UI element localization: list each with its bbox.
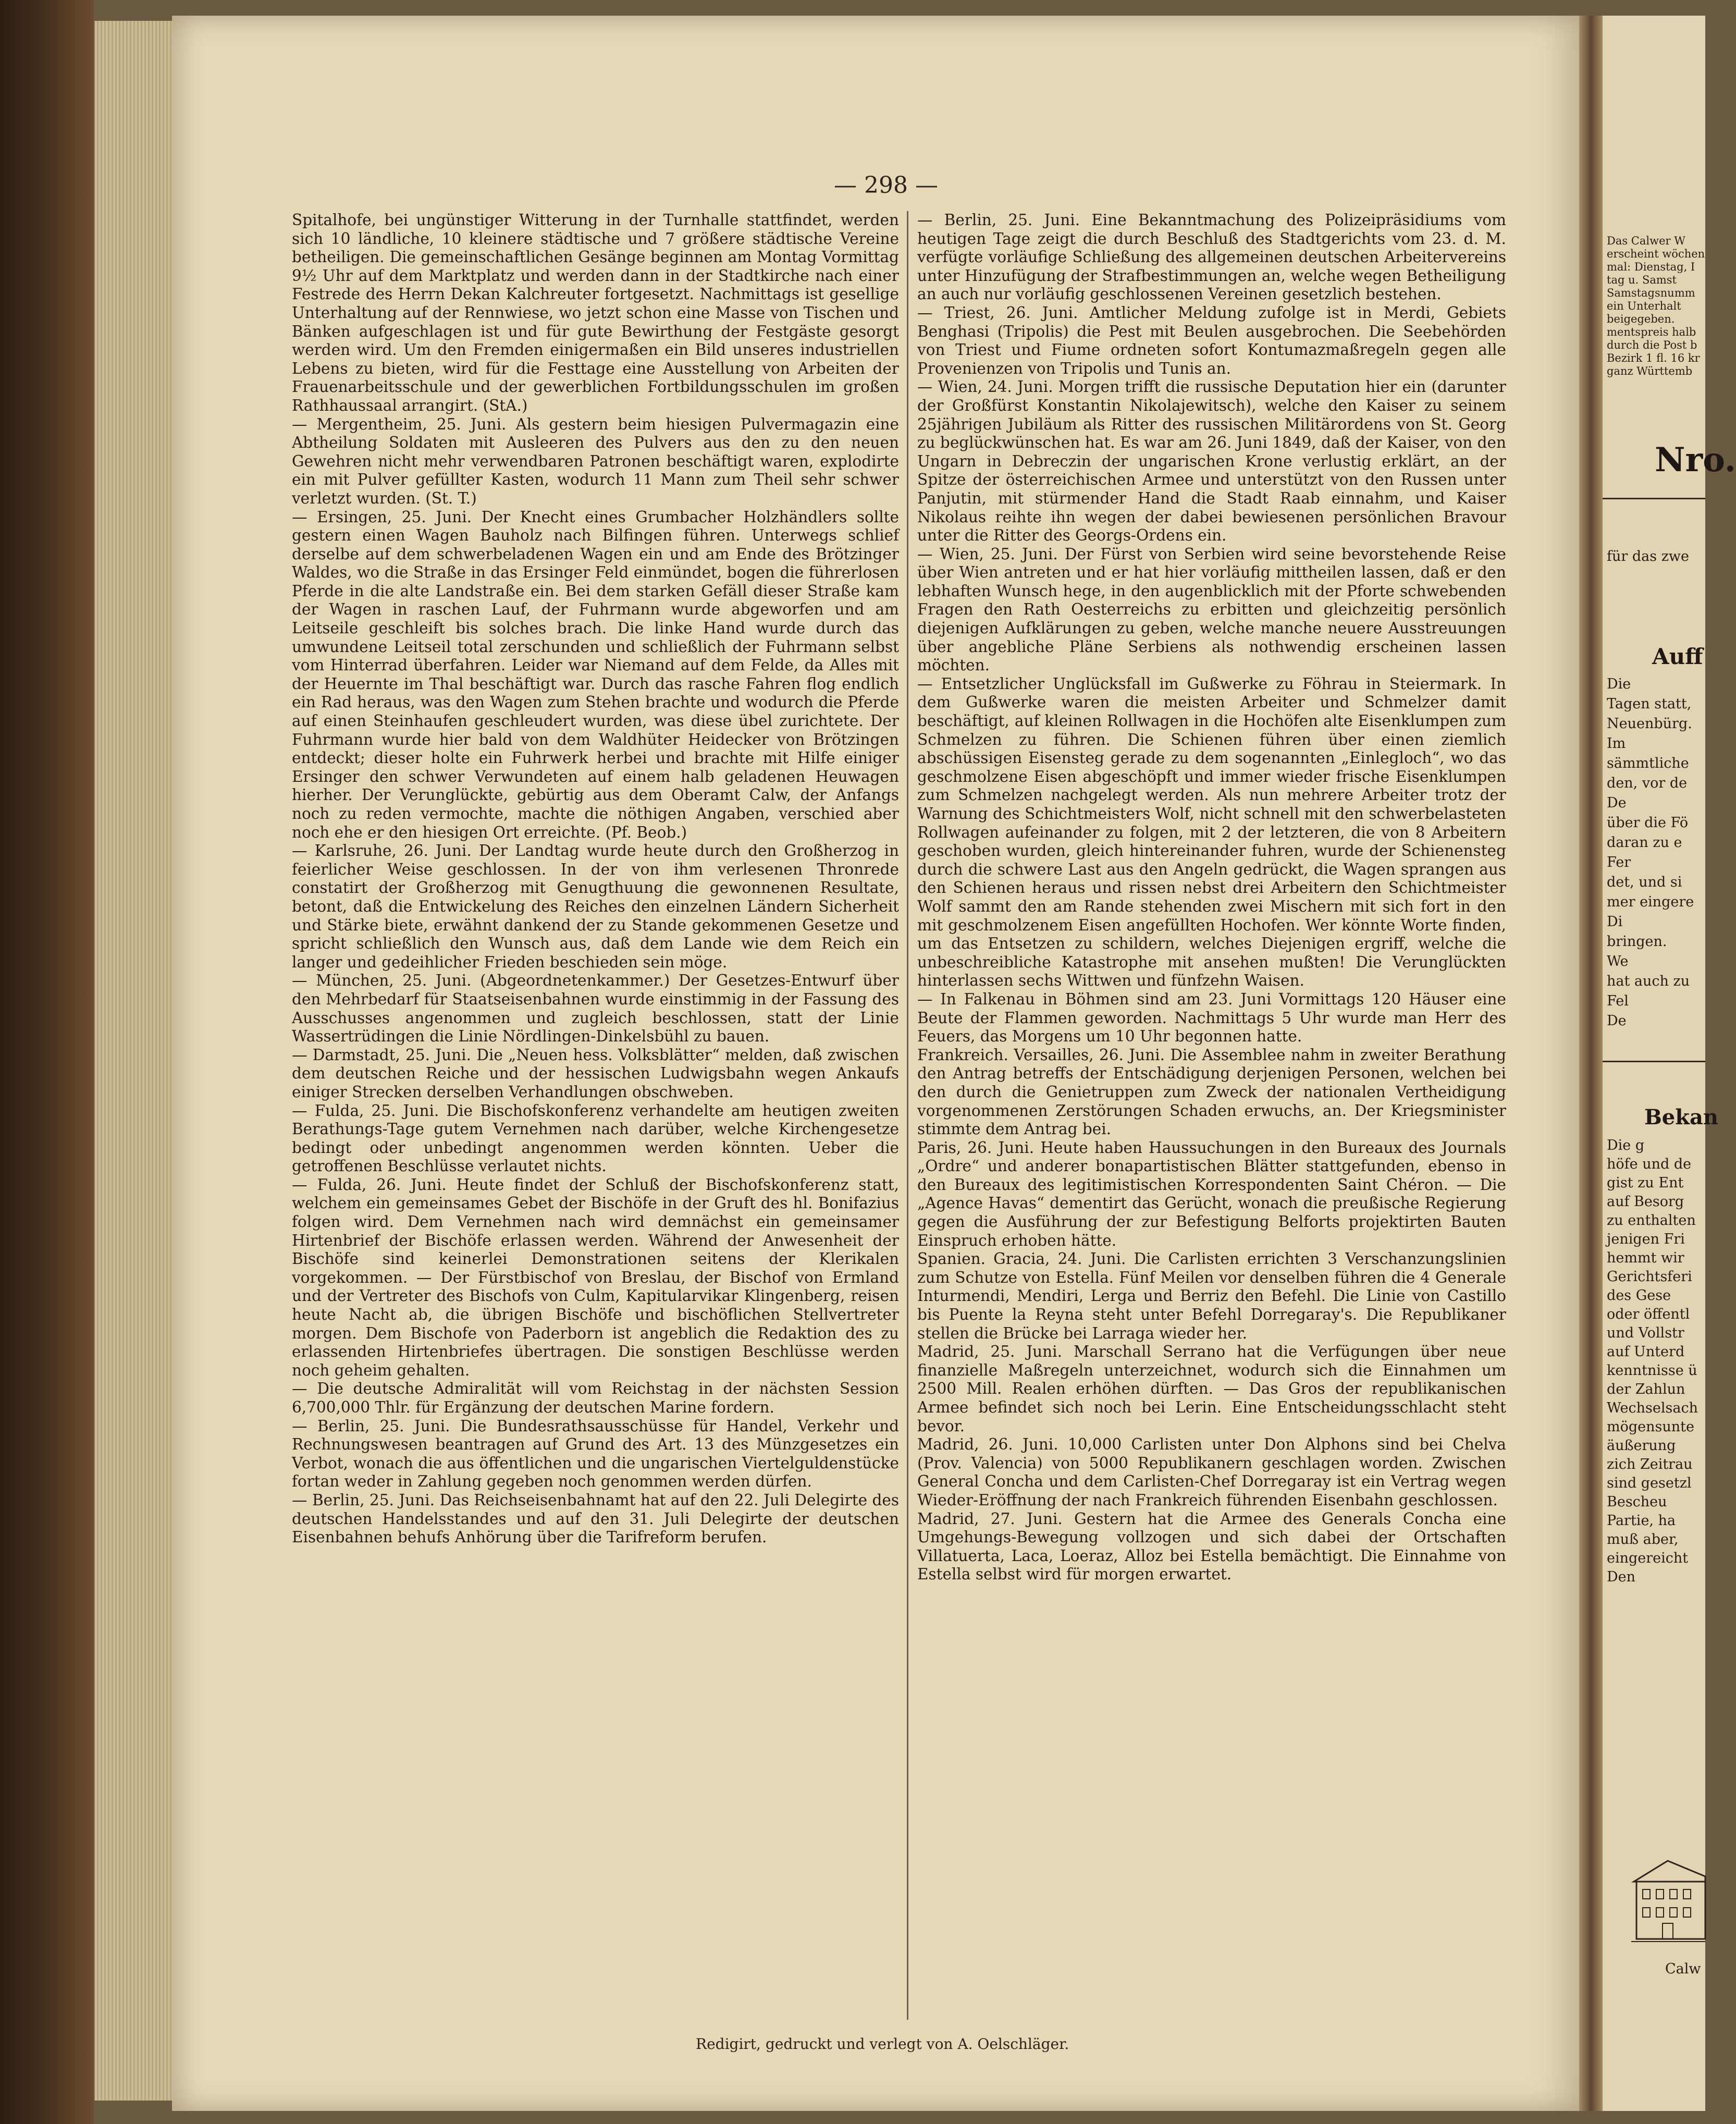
facing-page-line: zich Zeitrau <box>1607 1456 1693 1472</box>
facing-page-line: Gerichtsferi <box>1607 1269 1692 1285</box>
article-paragraph: — Ersingen, 25. Juni. Der Knecht eines Grumbacher Holzhändlers sollte gestern einen Wagen Bauholz nach Bilfingen führen. Unterwegs schlief derselbe auf dem schwerbeladenen Wagen ein und am Ende des Brötzinger Waldes, wo die Straße in das Ersinger Feld einmündet, bogen die führerlosen Pferde in die alte Landstraße ein. Bei dem starken Gefäll dieser Straße kam der Wagen in raschen Lauf, der Fuhrmann wurde abgeworfen und am Leitseile geschleift bis solches brach. Die linke Hand wurde durch das umwundene Leitseil total zerschunden und schließlich der Fuhrmann selbst vom Hinterrad überfahren. Leider war Niemand auf dem Felde, da Alles mit der Heuernte im Thal beschäftigt war. Durch das rasche Fahren flog endlich ein Rad heraus, was den Wagen zum Stehen brachte und wodurch die Pferde auf einen Steinhaufen geschleudert wurden, was diese übel zurichtete. Der Fuhrmann wurde hier bald von dem Waldhüter Heidecker von Brötzingen entdeckt; dieser holte ein Fuhrwerk herbei und brachte mit Hilfe einiger Ersinger den schwer Verwundeten auf einem halb geladenen Heuwagen hierher. Der Verunglückte, gebürtig aus dem Oberamt Calw, der Anfangs noch zu reden vermochte, machte die nöthigen Angaben, verschied aber noch ehe er den hiesigen Ort erreichte. (Pf. Beob.) <box>292 508 899 841</box>
article-paragraph: — Karlsruhe, 26. Juni. Der Landtag wurde heute durch den Großherzog in feierlicher Weise geschlossen. In der von ihm verlesenen Thronrede constatirt der Großherzog mit Genugthuung die gewonnenen Resultate, betont, daß die Entwickelung des Reiches den einzelnen Ländern Sicherheit und Stärke biete, erwähnt dankend der zu Stande gekommenen Gesetze und spricht schließlich den Wunsch aus, daß dem Lande wie dem Reich ein langer und gedeihlicher Frieden beschieden sein möge. <box>292 842 899 971</box>
facing-page-line: für das zwe <box>1607 548 1690 564</box>
article-paragraph: — Triest, 26. Juni. Amtlicher Meldung zufolge ist in Merdi, Gebiets Benghasi (Tripolis) die Pest mit Beulen ausgebrochen. Die Seebehörden von Triest und Fiume ordneten sofort Kontumazmaßregeln gegen alle Provenienzen von Tripolis und Tunis an. <box>917 303 1506 377</box>
facing-page-line: und Vollstr <box>1607 1325 1684 1341</box>
facing-page-bottom-word: Calw <box>1665 1961 1701 1977</box>
facing-page-line: mer eingere <box>1607 894 1694 910</box>
facing-page-line: bringen. <box>1607 934 1667 950</box>
facing-page <box>1603 16 1736 2111</box>
article-paragraph: — In Falkenau in Böhmen sind am 23. Juni Vormittags 120 Häuser eine Beute der Flammen geworden. Nachmittags 5 Uhr wurde man Herr des Feuers, das Morgens um 10 Uhr begonnen hatte. <box>917 990 1506 1046</box>
facing-page-line: Tagen statt, <box>1607 696 1692 712</box>
article-paragraph: Paris, 26. Juni. Heute haben Haussuchungen in den Bureaux des Journals „Ordre“ und anderer bonapartistischen Blätter stattgefunden, ebenso in den Bureaux des legitimistischen Korrespondenten Saint Chéron. — Die „Agence Havas“ dementirt das Gerücht, wonach die preußische Regierung gegen die Ausführung der zur Befestigung Belforts projektirten Bauten Einspruch erhoben hätte. <box>917 1138 1506 1249</box>
facing-page-line: beigegeben. <box>1607 313 1675 325</box>
facing-page-line: De <box>1607 795 1627 811</box>
facing-page-line: sämmtliche <box>1607 755 1689 771</box>
article-paragraph: Spitalhofe, bei ungünstiger Witterung in der Turnhalle stattfindet, werden sich 10 ländliche, 10 kleinere städtische und 7 größere städtische Vereine betheiligen. Die gemeinschaftlichen Gesänge beginnen am Montag Vormittag 9½ Uhr auf dem Marktplatz und werden dann in der Stadtkirche nach einer Festrede des Herrn Dekan Kalchreuter fortgesetzt. Nachmittags ist gesellige Unterhaltung auf der Rennwiese, wo jetzt schon eine Masse von Tischen und Bänken aufgeschlagen ist und für gute Bewirthung der Festgäste gesorgt werden wird. Um den Fremden einigermaßen ein Bild unseres industriellen Lebens zu bieten, wird für die Festtage eine Ausstellung von Arbeiten der Frauenarbeitsschule und der gewerblichen Fortbildungsschulen im großen Rathhaussaal arrangirt. (StA.) <box>292 211 899 414</box>
facing-page-title: Nro. <box>1655 440 1736 480</box>
article-paragraph: — Die deutsche Admiralität will vom Reichstag in der nächsten Session 6,700,000 Thlr. für Ergänzung der deutschen Marine fordern. <box>292 1380 899 1416</box>
facing-page-line: Bescheu <box>1607 1494 1667 1510</box>
facing-page-line: Bezirk 1 fl. 16 kr <box>1607 352 1700 364</box>
facing-page-line: Die g <box>1607 1137 1645 1153</box>
facing-page-line: Neuenbürg. <box>1607 716 1692 732</box>
facing-page-line: auf Unterd <box>1607 1344 1685 1360</box>
article-paragraph: — Fulda, 26. Juni. Heute findet der Schluß der Bischofskonferenz statt, welchem ein gemeinsames Gebet der Bischöfe in der Gruft des hl. Bonifazius folgen wird. Dem Vernehmen nach wird demnächst ein gemeinsamer Hirtenbrief der Bischöfe erlassen werden. Während der Anwesenheit der Bischöfe sind keinerlei Demonstrationen seitens der Klerikalen vorgekommen. — Der Fürstbischof von Breslau, der Bischof von Ermland und der Vertreter des Bischofs von Culm, Kapitularvikar Klingenberg, reisen heute Nacht ab, die übrigen Bischöfe und bischöflichen Stellvertreter morgen. Dem Bischofe von Paderborn ist angeblich die Redaktion des zu erlassenden Hirtenbriefes übertragen. Die sonstigen Beschlüsse werden noch geheim gehalten. <box>292 1175 899 1379</box>
article-paragraph: — München, 25. Juni. (Abgeordnetenkammer.) Der Gesetzes-Entwurf über den Mehrbedarf für Staatseisenbahnen wurde einstimmig in der Fassung des Ausschusses angenommen und zugleich beschlossen, statt der Linie Wassertrüdingen die Linie Nördlingen-Dinkelsbühl zu bauen. <box>292 972 899 1046</box>
facing-page-line: über die Fö <box>1607 815 1689 831</box>
facing-page-line: sind gesetzl <box>1607 1475 1692 1491</box>
article-paragraph: Spanien. Gracia, 24. Juni. Die Carlisten errichten 3 Verschanzungslinien zum Schutze von Estella. Fünf Meilen vor denselben führen die 4 Generale Inturmendi, Mendiri, Lerga und Berriz den Befehl. Die Linie von Castillo bis Puente la Reyna steht unter Befehl Dorregaray's. Die Republikaner stellen die Brücke bei Larraga wieder her. <box>917 1250 1506 1342</box>
facing-page-line: erscheint wöchen <box>1607 248 1705 260</box>
article-paragraph: — Fulda, 25. Juni. Die Bischofskonferenz verhandelte am heutigen zweiten Berathungs-Tage gutem Vernehmen nach darüber, welche Kirchengesetze bedingt oder unbedingt angenommen werden könnten. Ueber die getroffenen Beschlüsse verlautet nichts. <box>292 1101 899 1175</box>
facing-page-line: kenntnisse ü <box>1607 1362 1697 1379</box>
facing-page-line: jenigen Fri <box>1607 1231 1685 1247</box>
facing-page-rule <box>1603 498 1705 499</box>
column-left <box>292 211 899 1547</box>
facing-page-line: äußerung <box>1607 1438 1676 1454</box>
article-paragraph: — Mergentheim, 25. Juni. Als gestern beim hiesigen Pulvermagazin eine Abtheilung Soldaten mit Ausleeren des Pulvers aus den zu den neuen Gewehren nicht mehr verwendbaren Patronen beschäftigt waren, explodirte ein mit Pulver gefüllter Kasten, wodurch 11 Mann zum Theil sehr schwer verletzt wurden. (St. T.) <box>292 415 899 507</box>
article-paragraph: Madrid, 27. Juni. Gestern hat die Armee des Generals Concha eine Umgehungs-Bewegung vollzogen und sich dabei der Ortschaften Villatuerta, Laca, Loeraz, Alloz bei Estella bemächtigt. Die Einnahme von Estella selbst wird für morgen erwartet. <box>917 1509 1506 1583</box>
article-paragraph: — Entsetzlicher Unglücksfall im Gußwerke zu Föhrau in Steiermark. In dem Gußwerke waren die meisten Arbeiter und Schmelzer damit beschäftigt, auf kleinen Rollwagen in die Hochöfen alte Eisenklumpen zum Schmelzen zu führen. Die Schienen führen über einen ziemlich abschüssigen Eisensteg gerade zu dem sogenannten „Einlegloch“, wo das geschmolzene Eisen abgeschöpft und immer wieder frische Eisenklumpen zum Schmelzen nachgelegt werden. Als nun mehrere Arbeiter trotz der Warnung des Schichtmeisters Wolf, nicht schnell mit den schwerbelasteten Rollwagen aufeinander zu folgen, mit 2 der letzteren, die von 8 Arbeitern geschoben wurden, gleich hintereinander fuhren, wurde der Schienensteg durch die schwere Last aus den Angeln gedrückt, die Wagen sprangen aus den Schienen heraus und rissen nebst drei Arbeitern den Schichtmeister Wolf sammt den am Rande stehenden zwei Mischern mit sich fort in den mit geschmolzenem Eisen angefüllten Hochofen. Wer könnte Worte finden, um das Entsetzen zu schildern, welches Diejenigen ergriff, welche die unbeschreibliche Katastrophe mit ansehen mußten! Die Verunglückten hinterlassen sechs Wittwen und fünfzehn Waisen. <box>917 674 1506 990</box>
facing-page-line: Di <box>1607 914 1623 930</box>
article-paragraph: — Berlin, 25. Juni. Die Bundesrathsausschüsse für Handel, Verkehr und Rechnungswesen beantragen auf Grund des Art. 13 des Münzgesetzes ein Verbot, wonach die aus öffentlichen und die ungarischen Viertelguldenstücke fortan weder in Zahlung gegeben noch genommen werden dürfen. <box>292 1417 899 1491</box>
facing-page-line: mal: Dienstag, I <box>1607 261 1695 273</box>
article-paragraph: — Darmstadt, 25. Juni. Die „Neuen hess. Volksblätter“ melden, daß zwischen dem deutschen Reiche und der hessischen Ludwigsbahn wegen Ankaufs einiger Strecken derselben Verhandlungen obschweben. <box>292 1046 899 1101</box>
facing-page-line: gist zu Ent <box>1607 1175 1684 1191</box>
facing-page-line: Fer <box>1607 854 1631 870</box>
facing-page-line: höfe und de <box>1607 1156 1692 1172</box>
article-paragraph: — Berlin, 25. Juni. Eine Bekanntmachung des Polizeipräsidiums vom heutigen Tage zeigt die durch Beschluß des Stadtgerichts vom 23. d. M. verfügte vorläufige Schließung des allgemeinen deutschen Arbeitervereins unter Hinzufügung der Strafbestimmungen an, welche wegen Betheiligung an auch nur vorläufig geschlossenen Vereinen gesetzlich bestehen. <box>917 211 1506 303</box>
facing-page-line: eingereicht <box>1607 1550 1689 1566</box>
article-paragraph: — Wien, 24. Juni. Morgen trifft die russische Deputation hier ein (darunter der Großfürst Konstantin Nikolajewitsch), welche den Kaiser zu seinem 25jährigen Jubiläum als Ritter des russischen Militärordens von St. Georg zu beglückwünschen hat. Es war am 26. Juni 1849, daß der Kaiser, von den Ungarn in Debreczin der ungarischen Krone verlustig erklärt, an der Spitze der österreichischen Armee und unterstützt von den Russen unter Panjutin, mit stürmender Hand die Stadt Raab einnahm, und Kaiser Nikolaus reihte ihn wegen der dabei bewiesenen persönlichen Bravour unter die Ritter des Georgs-Ordens ein. <box>917 378 1506 545</box>
book-binding <box>0 0 94 2124</box>
facing-page-line: Im <box>1607 735 1626 752</box>
imprint-footer: Redigirt, gedruckt und verlegt von A. Oelschläger. <box>696 2035 1069 2053</box>
facing-page-line: zu enthalten <box>1607 1212 1696 1229</box>
column-divider <box>907 211 908 2020</box>
facing-page-line: De <box>1607 1013 1627 1029</box>
facing-page-line: des Gese <box>1607 1287 1671 1304</box>
facing-page-line: daran zu e <box>1607 834 1682 851</box>
facing-page-line: mögensunte <box>1607 1419 1694 1435</box>
article-paragraph: Madrid, 26. Juni. 10,000 Carlisten unter Don Alphons sind bei Chelva (Prov. Valencia) von 5000 Republikanern geschlagen worden. Zwischen General Concha und dem Carlisten-Chef Dorregaray ist ein Vertrag wegen Wieder-Eröffnung der nach Frankreich führenden Eisenbahn geschlossen. <box>917 1435 1506 1509</box>
facing-page-line: Das Calwer W <box>1607 235 1685 247</box>
page-number: — 298 — <box>834 172 938 199</box>
facing-page-line: den, vor de <box>1607 775 1688 791</box>
page-edges <box>94 21 173 2101</box>
facing-page-heading-2: Bekan <box>1644 1105 1718 1129</box>
facing-page-line: der Zahlun <box>1607 1381 1685 1397</box>
facing-page-line: mentspreis halb <box>1607 326 1696 338</box>
facing-page-line: auf Besorg <box>1607 1194 1684 1210</box>
facing-page-line: Wechselsach <box>1607 1400 1698 1416</box>
column-right <box>917 211 1506 1584</box>
facing-page-line: Die <box>1607 676 1631 692</box>
facing-page-line: muß aber, <box>1607 1531 1679 1548</box>
facing-page-line: hemmt wir <box>1607 1250 1684 1266</box>
facing-page-line: Den <box>1607 1569 1636 1585</box>
facing-page-rule-2 <box>1603 1061 1705 1062</box>
article-paragraph: — Wien, 25. Juni. Der Fürst von Serbien wird seine bevorstehende Reise über Wien antreten und er hat hier vorläufig mittheilen lassen, daß er den lebhaften Wunsch hege, in den augenblicklich mit der Pforte schwebenden Fragen den Rath Oesterreichs zu erbitten und gleichzeitig persönlich diejenigen Aufklärungen zu geben, welche manche neuere Ausstreuungen über angebliche Pläne Serbiens als nothwendig erscheinen lassen möchten. <box>917 545 1506 674</box>
article-paragraph: — Berlin, 25. Juni. Das Reichseisenbahnamt hat auf den 22. Juli Delegirte des deutschen Handelsstandes und auf den 31. Juli Delegirte der deutschen Eisenbahnen behufs Anhörung über die Tarifreform berufen. <box>292 1491 899 1546</box>
book-gutter <box>1579 16 1603 2111</box>
article-paragraph: Madrid, 25. Juni. Marschall Serrano hat die Verfügungen über neue finanzielle Maßregeln unterzeichnet, wodurch sich die Einnahmen um 2500 Mill. Realen erhöhen dürften. — Das Gros der republikanischen Armee befindet sich noch bei Lerin. Eine Entscheidungsschlacht steht bevor. <box>917 1343 1506 1435</box>
facing-page-line: tag u. Samst <box>1607 274 1677 286</box>
facing-page-line: We <box>1607 953 1629 969</box>
facing-page-line: oder öffentl <box>1607 1306 1690 1322</box>
article-paragraph: Frankreich. Versailles, 26. Juni. Die Assemblee nahm in zweiter Berathung den Antrag betreffs der Entschädigung derjenigen Personen, welchen bei den durch die Genietruppen zum Zweck der nationalen Vertheidigung vorgenommenen Zerstörungen Schaden erwuchs, an. Der Kriegsminister stimmte dem Antrag bei. <box>917 1046 1506 1138</box>
facing-page-line: ein Unterhalt <box>1607 300 1681 312</box>
facing-page-line: ganz Württemb <box>1607 365 1693 377</box>
facing-page-line: Samstagsnumm <box>1607 287 1695 299</box>
facing-page-line: durch die Post b <box>1607 339 1697 351</box>
facing-page-line: Partie, ha <box>1607 1513 1676 1529</box>
facing-page-line: hat auch zu <box>1607 973 1690 989</box>
building-engraving-icon <box>1631 1856 1705 1949</box>
facing-page-heading-1: Auff <box>1652 644 1703 669</box>
facing-page-line: Fel <box>1607 993 1629 1009</box>
facing-page-line: det, und si <box>1607 874 1682 890</box>
